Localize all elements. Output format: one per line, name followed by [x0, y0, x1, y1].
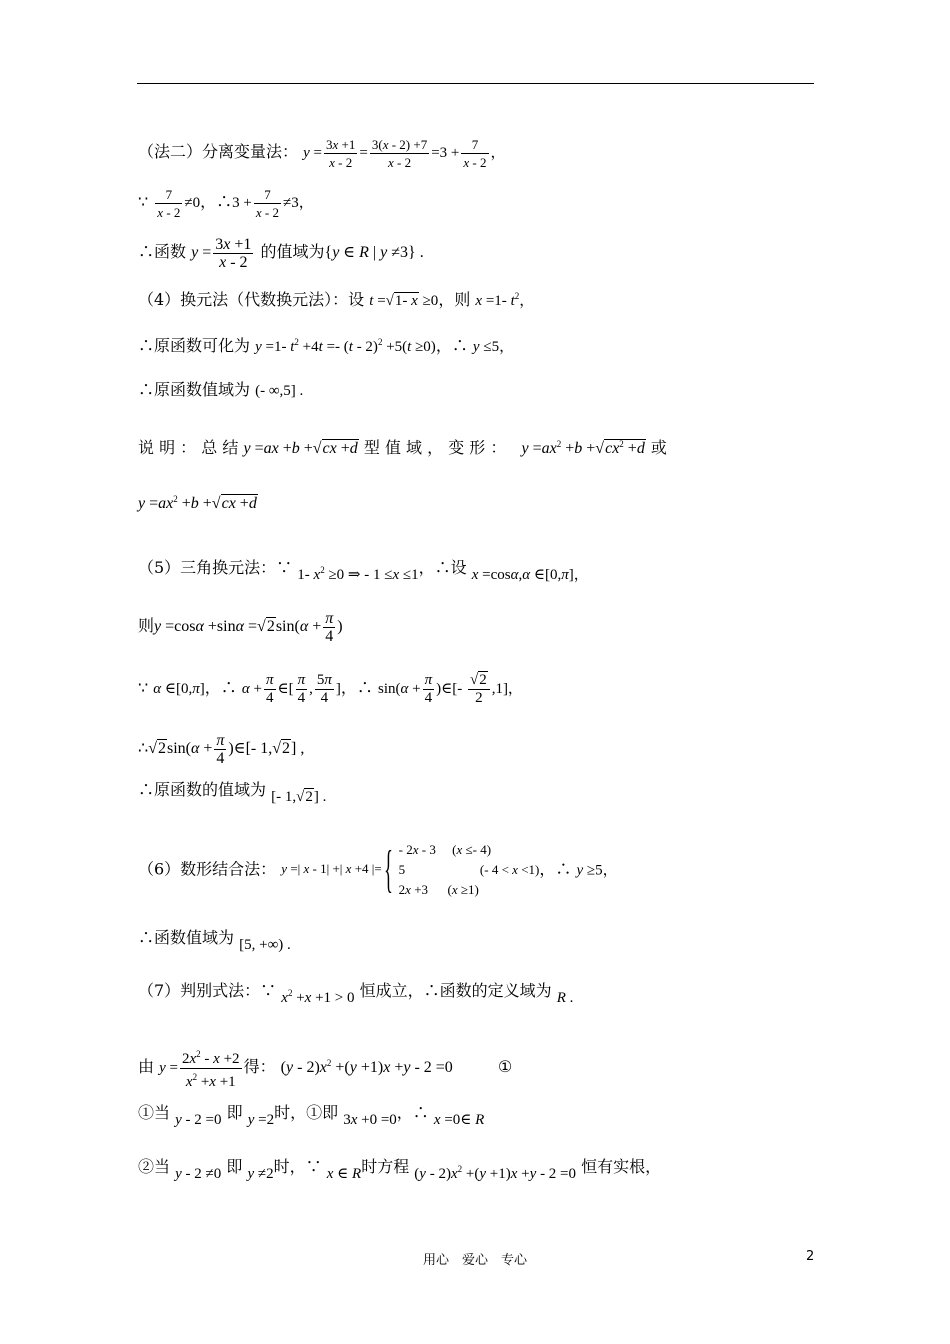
- label-separation: （法二）分离变量法：: [138, 141, 299, 161]
- or-text: 或: [650, 438, 667, 457]
- line-case-1: [138, 1103, 485, 1128]
- range-text-2: ∴原函数值域为: [138, 380, 251, 399]
- summary-text: 说 明 ： 总 结: [138, 438, 239, 457]
- formula-y-ge-5: y ≥5，: [576, 862, 618, 879]
- formula-range-2: (- ∞,5] .: [255, 383, 304, 399]
- formula-summary-1: y =ax +b +√cx +d: [243, 440, 358, 457]
- label-trig: （5）三角换元法：∵: [138, 558, 293, 577]
- line-summary: [138, 434, 814, 459]
- formula-function: y = $\frac{3x +1}{x - 2}$: [191, 236, 252, 271]
- line-range-result-3: [138, 780, 327, 805]
- formula-separation: y = $\frac{3x +1}{x - 2}$ = $\frac{3(x - 2) +7}{x - 2}$ =3 + $\frac{7}{x - 2}$ ，: [303, 137, 506, 170]
- formula-shifted-range: α + $\frac{\pi}{4}$ ∈[ $\frac{\pi}{4}$ , $\frac{5\pi}{4}$ ]: [241, 672, 341, 706]
- domain-text: 恒成立，∴函数的定义域为: [359, 981, 552, 1000]
- formula-domain: 1- $x^2 \ge 0$ ⇒ - 1 ≤x ≤1: [297, 565, 419, 583]
- function-text: ∴函数: [138, 242, 187, 262]
- because-symbol: ∵: [138, 191, 149, 211]
- label-graphical: （6）数形结合法：: [138, 859, 277, 879]
- formula-linear: 3x +0 =0: [343, 1112, 397, 1128]
- line-trig-substitution: [138, 554, 589, 583]
- therefore-text-4: ，∴: [340, 677, 373, 697]
- formula-y-equals-2: y =2: [247, 1112, 275, 1128]
- line-range-result-4: [138, 928, 291, 953]
- line-discriminant: [138, 977, 574, 1006]
- formula-quadratic-2: $(y - 2)x^2 +(y +1)x +y - 2 =0$: [414, 1164, 577, 1182]
- formula-x-in-r: x ∈ R: [326, 1166, 362, 1182]
- formula-range-3: [- 1,√2] .: [271, 789, 327, 805]
- i-e-text-2: 即: [226, 1157, 243, 1176]
- case-2-mid: 时，∵: [273, 1157, 322, 1176]
- line-angle-range: [138, 672, 523, 707]
- formula-alpha-range: α ∈[0,π]: [153, 680, 205, 697]
- from-text: 由: [138, 1056, 155, 1076]
- line-separation-method: [138, 136, 506, 171]
- page-number: 2: [806, 1249, 815, 1264]
- line-transformed: [138, 332, 514, 357]
- line-trig-expression: [138, 610, 343, 645]
- formula-y-le-5: y ≤5，: [472, 339, 515, 355]
- page-footer: 用心 爱心 专心: [422, 1253, 527, 1268]
- line-scaled-range: [138, 732, 304, 767]
- formula-quadratic: $(y - 2)x^2 +(y +1)x +y - 2 =0$: [280, 1057, 453, 1076]
- case-2-text: ②当: [138, 1157, 171, 1176]
- formula-range-4: [5, +∞) .: [239, 937, 291, 953]
- because-symbol-2: ∵: [138, 677, 149, 697]
- formula-not-three: 3 + $\frac{7}{x - 2}$ ≠3，: [232, 187, 314, 220]
- let-text: ，∴设: [418, 558, 467, 577]
- formula-x-zero: x =0∈ R: [433, 1112, 485, 1128]
- formula-domain-r: R .: [556, 990, 574, 1006]
- range-text-3: ∴原函数的值域为: [138, 780, 267, 799]
- formula-trig-sum: y =cosα +sinα =√2sin(α + $\frac{\pi}{4}$ ): [154, 610, 343, 645]
- formula-always-positive: $x^2 +x +1 > 0$: [281, 988, 355, 1006]
- formula-range-set: {y ∈ R | y ≠3} .: [324, 244, 424, 262]
- formula-summary-3: $y =ax^2 +b +√cx +d$: [138, 494, 257, 512]
- line-range-result-2: [138, 380, 303, 401]
- line-substitution: [138, 286, 534, 311]
- formula-t-def: t =√1- x ≥0: [369, 293, 439, 309]
- formula-y-not-2: y ≠2: [247, 1166, 274, 1182]
- line-case-2: [138, 1153, 662, 1182]
- real-root-text: 恒有实根，: [581, 1157, 662, 1176]
- formula-x-cos: x =cosα,α ∈[0,π]，: [471, 567, 589, 583]
- formula-y-minus-2-zero: y - 2 =0: [175, 1112, 222, 1128]
- range-text: 的值域为: [260, 242, 325, 262]
- formula-transformed: y =1- $t^2 +4t =- (t - 2)^2 +5(t \ge 0)$: [255, 337, 436, 355]
- header-rule: [137, 83, 814, 84]
- therefore-text-5: ，∴: [539, 859, 572, 879]
- formula-piecewise: y =| x - 1| +| x +4 |={ - 2x - 3 (x ≤- 4) 5 (- 4 < x <1) 2x +3 (x ≥1): [281, 841, 540, 898]
- therefore-text: ，∴: [200, 191, 233, 211]
- equation-text: 时方程: [361, 1157, 410, 1176]
- line-from-equation: [138, 1046, 512, 1091]
- case-1-text: ①当: [138, 1103, 171, 1122]
- therefore-text-6: ，∴: [396, 1103, 429, 1122]
- therefore-text-3: ，∴: [204, 677, 237, 697]
- line-graphical: [138, 840, 618, 900]
- line-range-result-1: [138, 236, 424, 271]
- formula-scaled-range: √2sin(α + $\frac{\pi}{4}$ )∈[- 1,√2] ,: [148, 732, 305, 767]
- formula-summary-2: $y =ax^2 +b +√cx^2 +d$: [521, 439, 645, 457]
- get-text: 得：: [243, 1056, 276, 1076]
- therefore-text-2: ，∴: [435, 336, 468, 355]
- formula-rational: y = $\frac{2x^2 - x +2}{x^2 +x +1}$: [159, 1060, 243, 1076]
- line-summary-3: [138, 489, 258, 514]
- formula-x-of-t: x =1- $t^2$，: [475, 291, 535, 309]
- case-1-mid: 时，①即: [274, 1103, 339, 1122]
- formula-y-minus-2-nonzero: y - 2 ≠0: [175, 1166, 222, 1182]
- therefore-symbol: ∴: [138, 738, 149, 758]
- label-discriminant: （7）判别式法：∵: [138, 981, 277, 1000]
- summary-mid-text: 型 值 域 ， 变 形 ：: [363, 438, 507, 457]
- label-substitution: （4）换元法（代数换元法）：设: [138, 290, 365, 309]
- line-since-fraction: [138, 186, 314, 221]
- range-text-4: ∴函数值域为: [138, 928, 235, 947]
- i-e-text: 即: [226, 1103, 243, 1122]
- formula-sin-range: sin(α + $\frac{\pi}{4}$ )∈[- $\frac{√2}{2}$ ,1]，: [378, 672, 523, 706]
- formula-fraction-nonzero: $\frac{7}{x - 2}$ ≠0: [157, 187, 201, 220]
- equation-marker: ①: [497, 1056, 513, 1076]
- then-text: ，则: [438, 290, 471, 309]
- transformed-text: ∴原函数可化为: [138, 336, 251, 355]
- then-text-2: 则: [138, 616, 155, 636]
